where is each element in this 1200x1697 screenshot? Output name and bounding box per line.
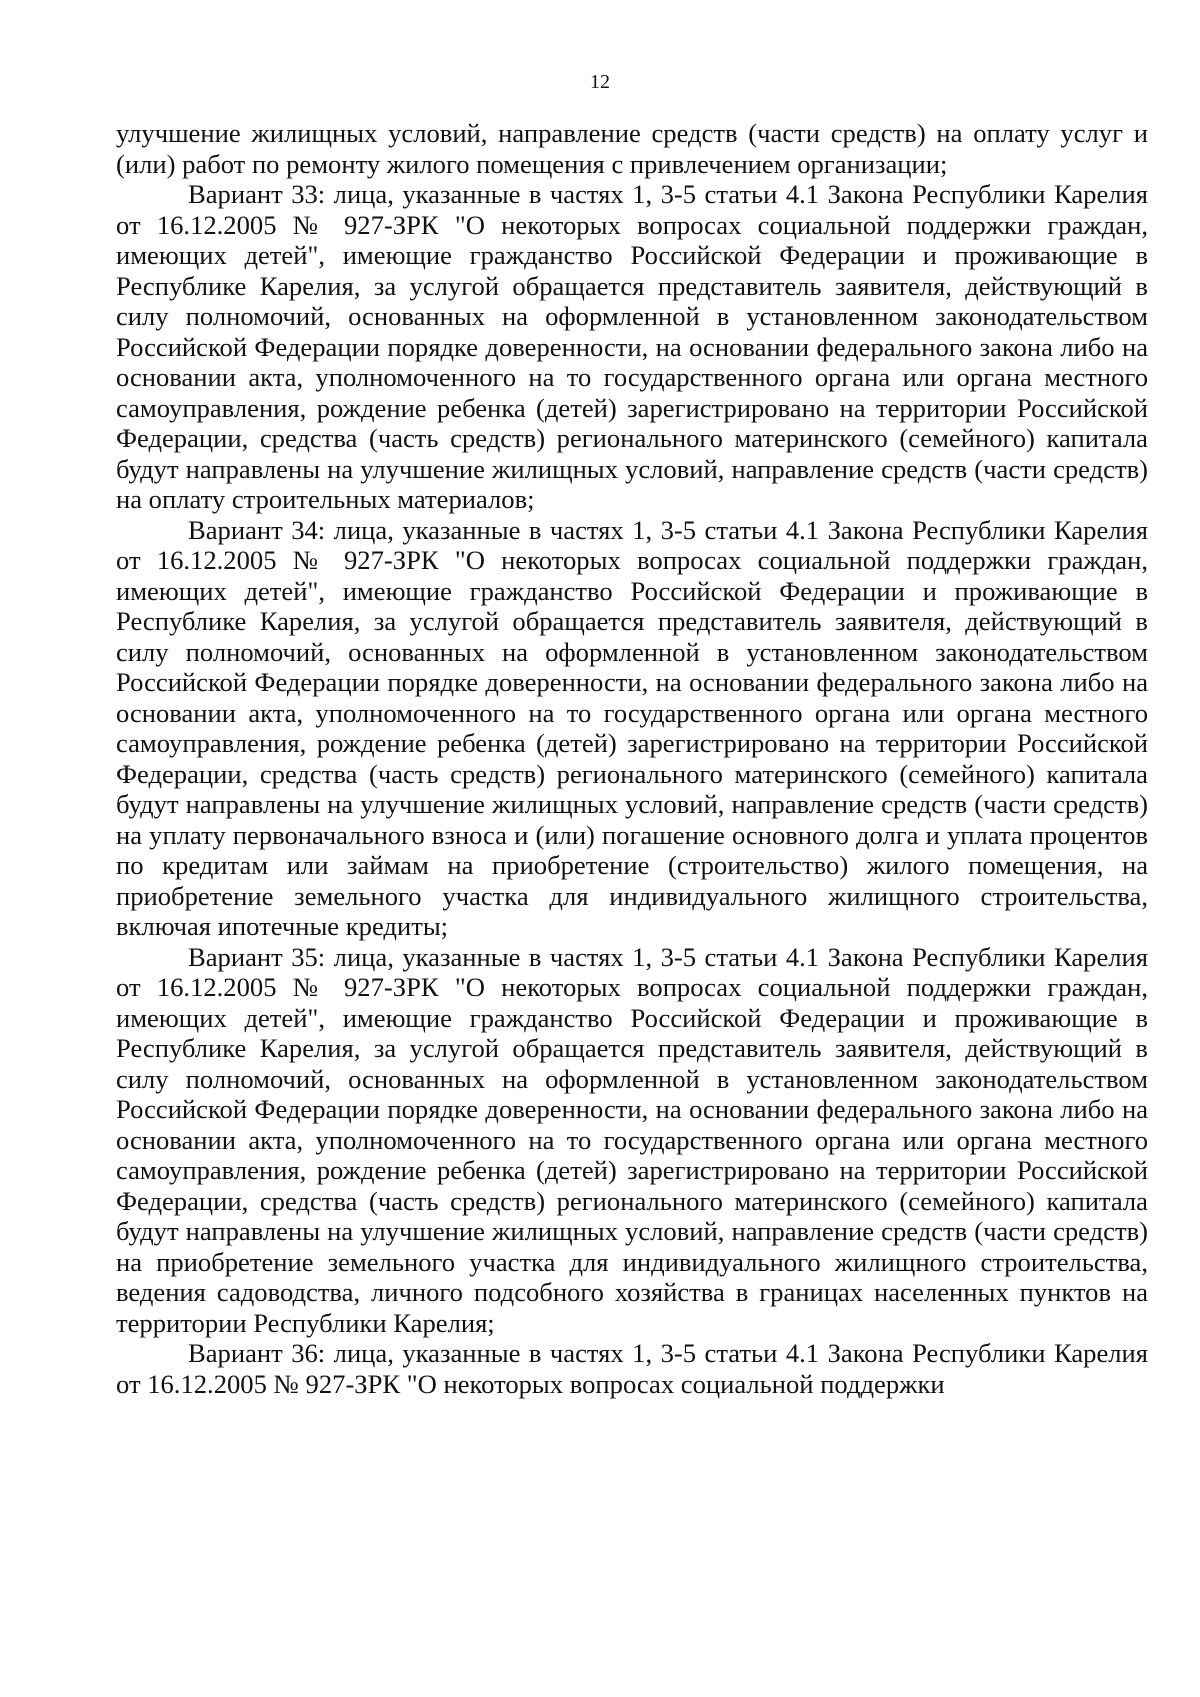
document-body: [116, 118, 1148, 1399]
paragraph-variant-36: Вариант 36: лица, указанные в частях 1, 3-5 статьи 4.1 Закона Республики Карелия от 16.12.2005 № 927-ЗРК "О некоторых вопросах социальной поддержки: [116, 1338, 1148, 1399]
page-number: 12: [590, 71, 610, 93]
paragraph-variant-34: Вариант 34: лица, указанные в частях 1, 3-5 статьи 4.1 Закона Республики Карелия от 16.12.2005 № 927-ЗРК "О некоторых вопросах социальной поддержки граждан, имеющих детей", имеющие гражданство Российской Федерации и проживающие в Республике Карелия, за услугой обращается представитель заявителя, действующий в силу полномочий, основанных на оформленной в установленном законодательством Российской Федерации порядке доверенности, на основании федерального закона либо на основании акта, уполномоченного на то государственного органа или органа местного самоуправления, рождение ребенка (детей) зарегистрировано на территории Российской Федерации, средства (часть средств) регионального материнского (семейного) капитала будут направлены на улучшение жилищных условий, направление средств (части средств) на уплату первоначального взноса и (или) погашение основного долга и уплата процентов по кредитам или займам на приобретение (строительство) жилого помещения, на приобретение земельного участка для индивидуального жилищного строительства, включая ипотечные кредиты;: [116, 514, 1148, 941]
paragraph-variant-35: Вариант 35: лица, указанные в частях 1, 3-5 статьи 4.1 Закона Республики Карелия от 16.12.2005 № 927-ЗРК "О некоторых вопросах социальной поддержки граждан, имеющих детей", имеющие гражданство Российской Федерации и проживающие в Республике Карелия, за услугой обращается представитель заявителя, действующий в силу полномочий, основанных на оформленной в установленном законодательством Российской Федерации порядке доверенности, на основании федерального закона либо на основании акта, уполномоченного на то государственного органа или органа местного самоуправления, рождение ребенка (детей) зарегистрировано на территории Российской Федерации, средства (часть средств) регионального материнского (семейного) капитала будут направлены на улучшение жилищных условий, направление средств (части средств) на приобретение земельного участка для индивидуального жилищного строительства, ведения садоводства, личного подсобного хозяйства в границах населенных пунктов на территории Республики Карелия;: [116, 941, 1148, 1338]
paragraph-variant-33: Вариант 33: лица, указанные в частях 1, 3-5 статьи 4.1 Закона Республики Карелия от 16.12.2005 № 927-ЗРК "О некоторых вопросах социальной поддержки граждан, имеющих детей", имеющие гражданство Российской Федерации и проживающие в Республике Карелия, за услугой обращается представитель заявителя, действующий в силу полномочий, основанных на оформленной в установленном законодательством Российской Федерации порядке доверенности, на основании федерального закона либо на основании акта, уполномоченного на то государственного органа или органа местного самоуправления, рождение ребенка (детей) зарегистрировано на территории Российской Федерации, средства (часть средств) регионального материнского (семейного) капитала будут направлены на улучшение жилищных условий, направление средств (части средств) на оплату строительных материалов;: [116, 179, 1148, 514]
paragraph-continuation: улучшение жилищных условий, направление средств (части средств) на оплату услуг и (или) работ по ремонту жилого помещения с привлечением организации;: [116, 118, 1148, 179]
